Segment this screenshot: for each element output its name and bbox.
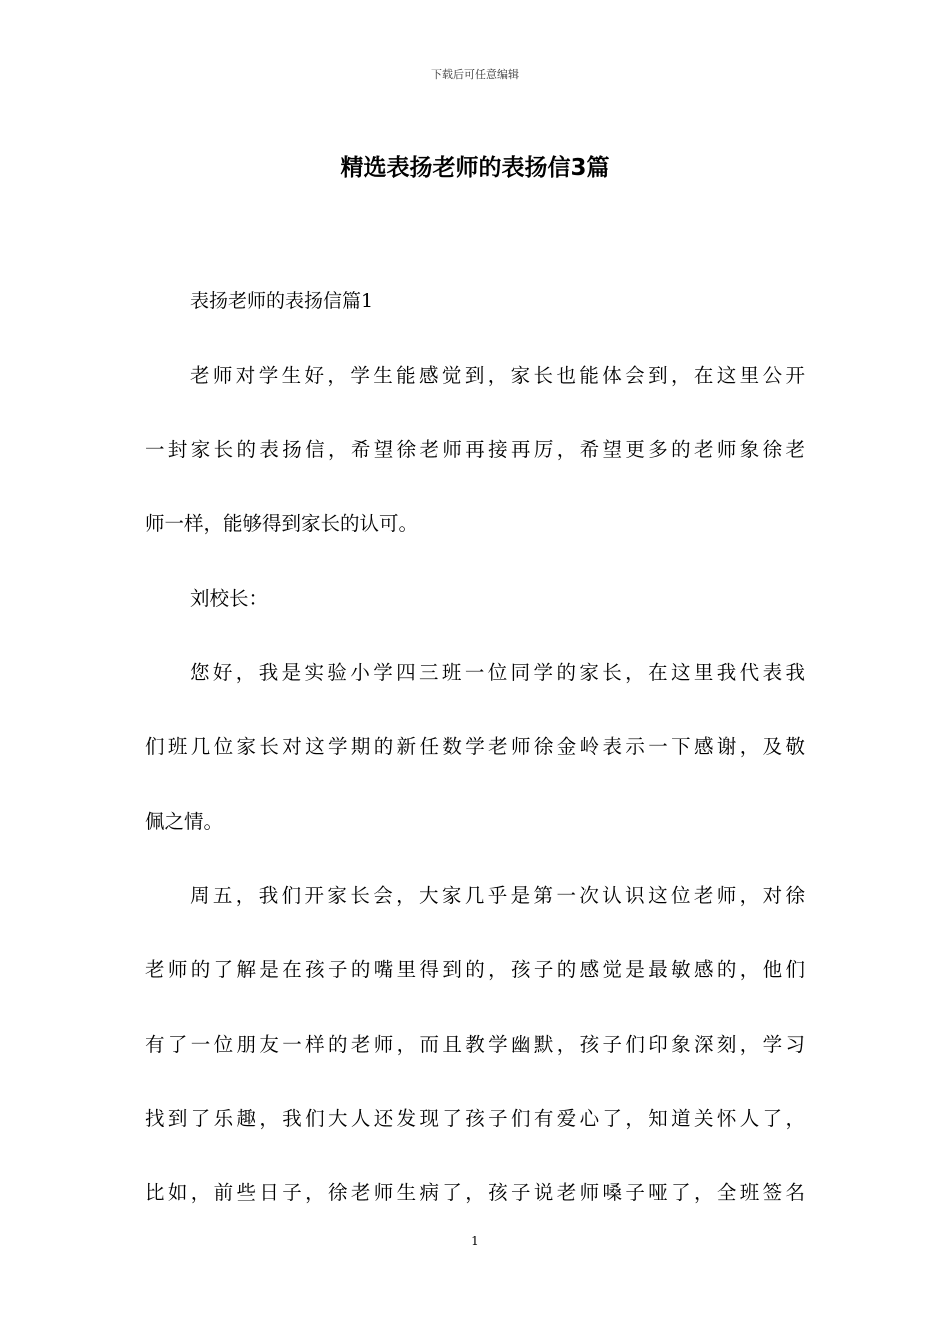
paragraph-line: 一封家长的表扬信，希望徐老师再接再厉，希望更多的老师象徐老: [145, 438, 805, 461]
paragraph-line: 老师对学生好，学生能感觉到，家长也能体会到，在这里公开: [190, 364, 805, 387]
paragraph-line: 佩之情。: [145, 810, 224, 833]
paragraph-line: 找到了乐趣，我们大人还发现了孩子们有爱心了，知道关怀人了，: [145, 1107, 805, 1130]
paragraph-line: 您好，我是实验小学四三班一位同学的家长，在这里我代表我: [190, 661, 805, 684]
section-heading: 表扬老师的表扬信篇1: [190, 290, 374, 312]
paragraph-line: 有了一位朋友一样的老师，而且教学幽默，孩子们印象深刻，学习: [145, 1033, 805, 1056]
paragraph-line: 老师的了解是在孩子的嘴里得到的，孩子的感觉是最敏感的，他们: [145, 958, 805, 981]
paragraph-line: 比如，前些日子，徐老师生病了，孩子说老师嗓子哑了，全班签名: [145, 1181, 805, 1204]
document-title: 精选表扬老师的表扬信3篇: [340, 155, 610, 181]
salutation: 刘校长：: [190, 587, 269, 610]
page-number: 1: [471, 1234, 479, 1248]
page-header-note: 下载后可任意编辑: [431, 68, 519, 81]
paragraph-line: 们班几位家长对这学期的新任数学老师徐金岭表示一下感谢，及敬: [145, 735, 805, 758]
paragraph-line: 周五，我们开家长会，大家几乎是第一次认识这位老师，对徐: [190, 884, 805, 907]
paragraph-line: 师一样，能够得到家长的认可。: [145, 512, 419, 535]
